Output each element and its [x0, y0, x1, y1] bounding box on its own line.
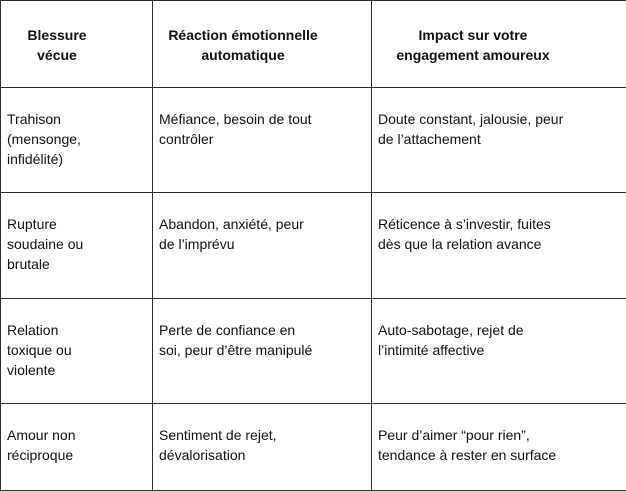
cell-line: l’intimité affective — [378, 341, 485, 358]
cell-line: infidélité) — [7, 151, 64, 167]
cell-line: Sentiment de rejet, — [159, 427, 277, 444]
cell-line: Abandon, anxiété, peur — [159, 215, 304, 232]
cell-line: toxique ou — [7, 341, 72, 358]
header-cell-impact — [372, 1, 626, 88]
header-line: Impact sur votre — [418, 27, 528, 43]
cell-line: brutale — [7, 255, 50, 272]
cell-reaction — [153, 298, 372, 404]
cell-wound — [1, 88, 153, 193]
cell-reaction — [153, 88, 372, 193]
header-cell-reaction — [153, 1, 372, 88]
cell-reaction — [153, 404, 372, 491]
header-cell-wound — [1, 1, 153, 88]
table-row — [1, 88, 626, 193]
cell-line: réciproque — [7, 447, 74, 464]
header-line: automatique — [201, 47, 285, 63]
cell-line: Rupture — [7, 215, 57, 232]
table-row — [1, 192, 626, 298]
cell-line: Auto-sabotage, rejet de — [378, 321, 524, 338]
cell-line: Amour non — [7, 427, 76, 444]
cell-line: soudaine ou — [7, 235, 84, 252]
table-header-row — [1, 1, 626, 88]
cell-line: Doute constant, jalousie, peur — [378, 111, 564, 127]
cell-impact — [372, 192, 626, 298]
cell-line: Relation — [7, 321, 59, 338]
cell-impact — [372, 298, 626, 404]
cell-line: Peur d’aimer “pour rien”, — [378, 427, 530, 444]
cell-wound — [1, 298, 153, 404]
cell-line: tendance à rester en surface — [378, 447, 557, 464]
cell-impact — [372, 88, 626, 193]
cell-line: Perte de confiance en — [159, 321, 296, 338]
header-line: Réaction émotionnelle — [168, 27, 318, 43]
cell-line: contrôler — [159, 131, 214, 147]
cell-line: de l’imprévu — [159, 235, 235, 252]
cell-line: dès que la relation avance — [378, 235, 542, 252]
cell-line: (mensonge, — [7, 131, 81, 147]
table-row — [1, 404, 626, 491]
cell-reaction — [153, 192, 372, 298]
cell-line: Trahison — [7, 111, 61, 127]
cell-line: Méfiance, besoin de tout — [159, 111, 312, 127]
cell-wound — [1, 192, 153, 298]
table-row — [1, 298, 626, 404]
cell-impact — [372, 404, 626, 491]
header-line: Blessure — [27, 27, 87, 43]
cell-wound — [1, 404, 153, 491]
cell-line: violente — [7, 361, 56, 378]
cell-line: soi, peur d’être manipulé — [159, 341, 313, 358]
header-line: engagement amoureux — [396, 47, 550, 63]
header-line: vécue — [37, 47, 77, 63]
cell-line: dévalorisation — [159, 447, 246, 464]
cell-line: de l’attachement — [378, 131, 481, 147]
cell-line: Réticence à s’investir, fuites — [378, 215, 551, 232]
